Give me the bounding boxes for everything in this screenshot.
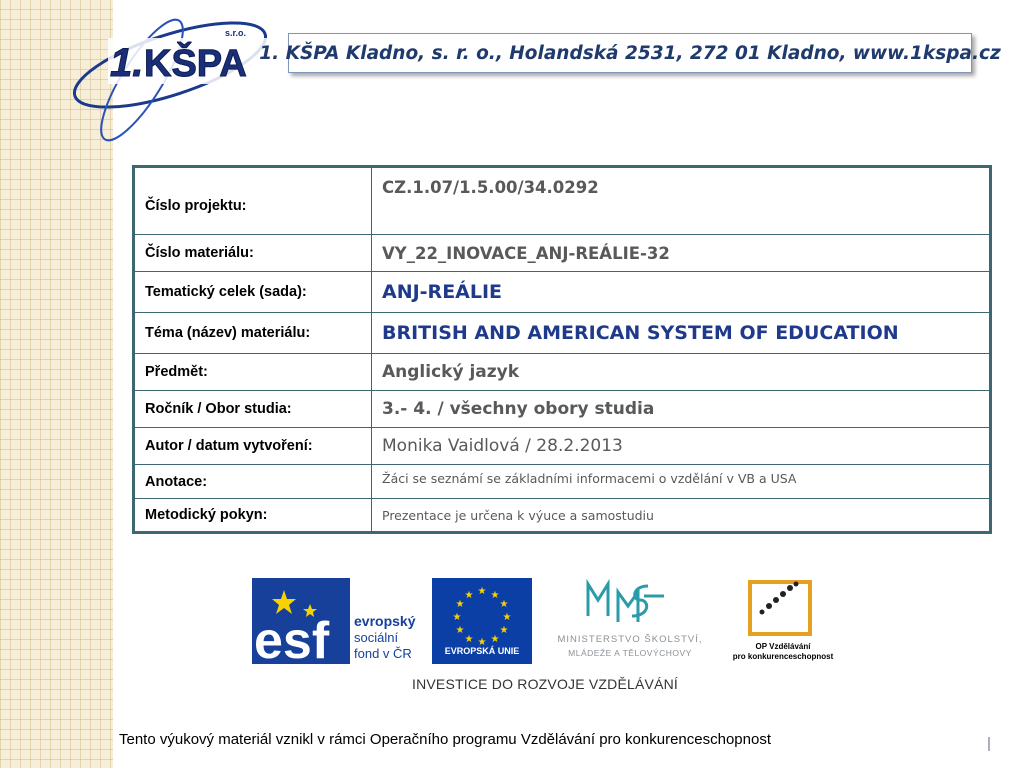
svg-text:★: ★ <box>499 599 509 610</box>
svg-text:★: ★ <box>455 625 465 636</box>
svg-text:★: ★ <box>464 590 474 601</box>
address-text: 1. KŠPA Kladno, s. r. o., Holandská 2531, 272 01 Kladno, www.1kspa.cz <box>259 42 1001 64</box>
svg-text:★: ★ <box>490 590 500 601</box>
op-line-1: OP Vzdělávání <box>755 642 811 651</box>
table-row <box>134 465 991 499</box>
row-label: Metodický pokyn: <box>134 499 372 533</box>
table-row <box>134 313 991 354</box>
table-row <box>134 235 991 272</box>
row-label: Téma (název) materiálu: <box>134 313 372 354</box>
investice-tagline: INVESTICE DO ROZVOJE VZDĚLÁVÁNÍ <box>411 676 679 692</box>
esf-line-1: evropský <box>354 613 416 629</box>
eu-stars-icon <box>432 578 532 646</box>
table-row <box>134 499 991 533</box>
page-marker <box>988 737 990 751</box>
row-label: Ročník / Obor studia: <box>134 391 372 428</box>
svg-text:★: ★ <box>452 612 462 623</box>
svg-text:★: ★ <box>477 586 487 597</box>
svg-text:★: ★ <box>502 612 512 623</box>
esf-logo <box>252 578 422 664</box>
row-label: Tematický celek (sada): <box>134 272 372 313</box>
row-label: Číslo materiálu: <box>134 235 372 272</box>
kspa-logo <box>52 10 272 145</box>
table-row <box>134 167 991 235</box>
svg-text:★: ★ <box>455 599 465 610</box>
row-value: BRITISH AND AMERICAN SYSTEM OF EDUCATION <box>372 313 991 354</box>
row-value: Prezentace je určena k výuce a samostudiu <box>372 499 991 533</box>
logo-suffix: s.r.o. <box>225 28 247 38</box>
msmt-line-1: MINISTERSTVO ŠKOLSTVÍ, <box>557 634 703 645</box>
row-label: Anotace: <box>134 465 372 499</box>
table-row <box>134 428 991 465</box>
row-value: ANJ-REÁLIE <box>372 272 991 313</box>
op-line-2: pro konkurenceschopnost <box>732 652 834 661</box>
row-value: VY_22_INOVACE_ANJ-REÁLIE-32 <box>372 235 991 272</box>
row-label: Předmět: <box>134 354 372 391</box>
row-value: CZ.1.07/1.5.00/34.0292 <box>372 167 991 235</box>
table-row <box>134 272 991 313</box>
row-value: 3.- 4. / všechny obory studia <box>372 391 991 428</box>
svg-text:★: ★ <box>477 637 487 646</box>
logo-text: KŠPA <box>144 43 247 85</box>
table-row <box>134 391 991 428</box>
esf-line-3: fond v ČR <box>354 646 412 661</box>
address-banner <box>259 33 1001 73</box>
row-label: Autor / datum vytvoření: <box>134 428 372 465</box>
row-value: Anglický jazyk <box>372 354 991 391</box>
svg-text:1.: 1. <box>110 41 144 85</box>
row-value: Monika Vaidlová / 28.2.2013 <box>372 428 991 465</box>
svg-text:★: ★ <box>499 625 509 636</box>
eu-label: EVROPSKÁ UNIE <box>444 646 520 656</box>
row-value: Žáci se seznámí se základními informacemi o vzdělání v VB a USA <box>372 465 991 499</box>
svg-text:★: ★ <box>464 634 474 645</box>
footer-text: Tento výukový materiál vznikl v rámci Operačního programu Vzdělávání pro konkurenceschopnost <box>119 731 771 748</box>
msmt-line-2: MLÁDEŽE A TĚLOVÝCHOVY <box>568 648 692 658</box>
funding-logos <box>250 576 840 696</box>
svg-text:★: ★ <box>490 634 500 645</box>
project-info-table <box>132 165 992 534</box>
table-row <box>134 354 991 391</box>
svg-text:esf: esf <box>254 612 330 664</box>
row-label: Číslo projektu: <box>134 167 372 235</box>
esf-line-2: sociální <box>354 630 399 645</box>
